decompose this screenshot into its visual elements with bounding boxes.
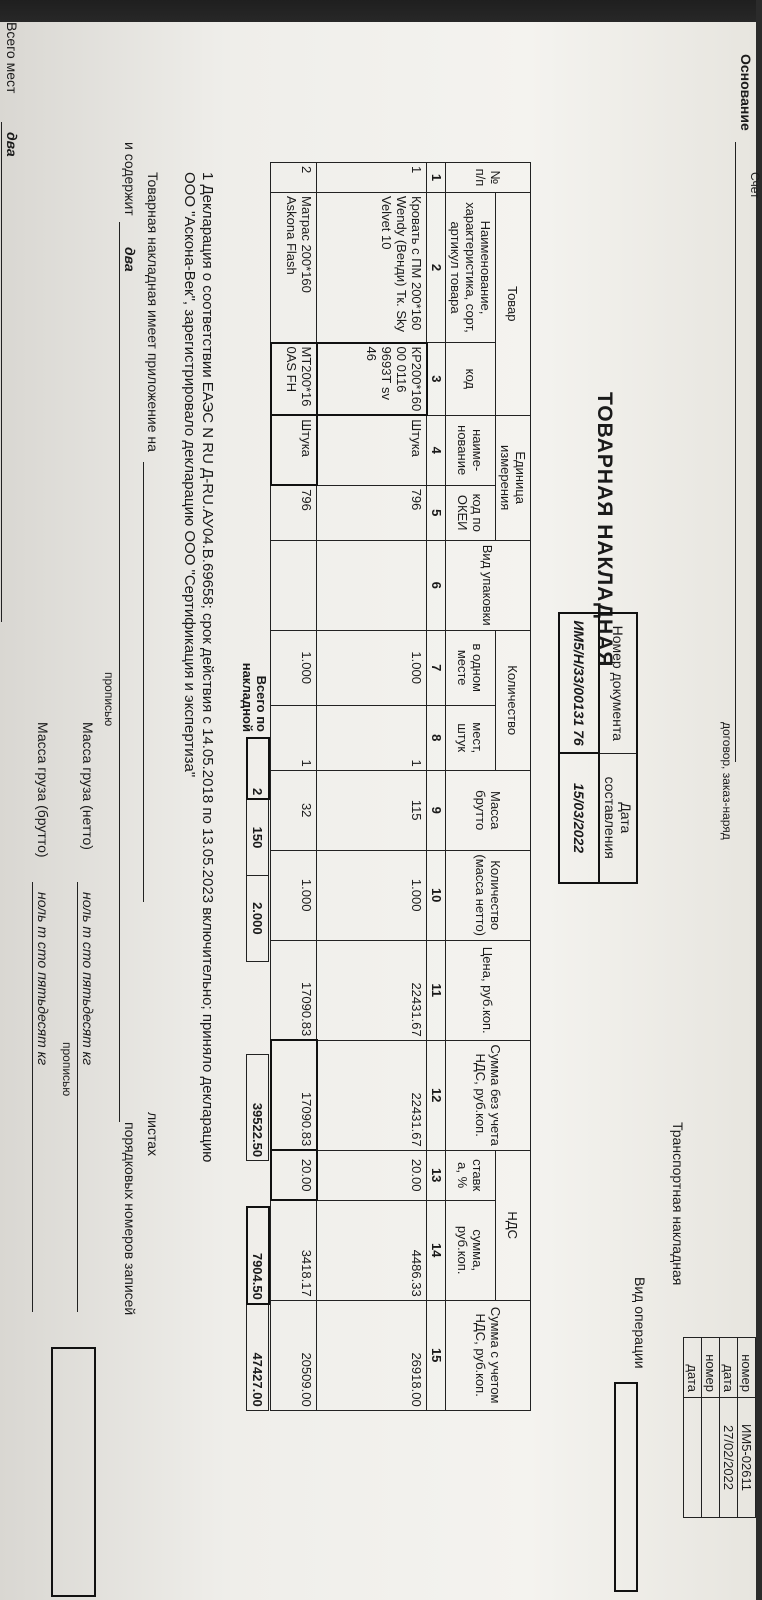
row-code: КР200*160 00 0116 9693Т sv 46 — [317, 343, 427, 416]
col-okei: код по ОКЕИ — [446, 485, 496, 540]
col-number: 2 — [427, 193, 446, 343]
col-number: 11 — [427, 940, 446, 1040]
soderzhit-value: два — [122, 247, 138, 272]
row-netto: 1.000 — [271, 850, 317, 940]
declaration-text: 1 Декларация о соответствии ЕАЭС N RU Д-RU.АУ04.В.69658; срок действия с 14.05.2018 по 13.05.2023 включительно; приняло декларацию ООО "Аскона-Век", зарегистрировало декларацию ООО "Сертификация и экспертиза" — [181, 172, 216, 1163]
doc-date-value: 15/03/2022 — [559, 753, 599, 883]
row-netto: 1.000 — [317, 850, 427, 940]
col-number: 8 — [427, 705, 446, 770]
row-sum: 22431.67 — [317, 1040, 427, 1150]
col-ed: Единица измерения — [496, 415, 531, 540]
poryadk-label: порядковых номеров записей — [122, 1122, 138, 1316]
row-okei: 796 — [271, 485, 317, 540]
row-code: МТ200*16 0AS FH — [271, 343, 317, 416]
propisyu-label: прописью — [102, 672, 116, 727]
row-price: 22431.67 — [317, 940, 427, 1040]
row-rate: 20.00 — [271, 1150, 317, 1200]
vid-operacii-box — [614, 1382, 638, 1592]
col-number: 3 — [427, 343, 446, 416]
transport-table — [683, 1337, 756, 1518]
col-number: 6 — [427, 540, 446, 630]
total-sum: 39522.50 — [247, 1054, 269, 1160]
col-stavka: ставк а, % — [446, 1150, 496, 1200]
col-number: 9 — [427, 770, 446, 850]
total-netto: 2.000 — [247, 875, 269, 961]
massa-brutto-label: Масса груза (брутто) — [35, 722, 51, 858]
col-number: 4 — [427, 415, 446, 485]
column-numbers-row — [427, 163, 446, 1411]
totals-label: Всего по накладной — [240, 662, 269, 732]
col-naim: Наименование, характеристика, сорт, артикул товара — [446, 193, 496, 343]
massa-brutto-line — [32, 882, 33, 1312]
col-number: 12 — [427, 1040, 446, 1150]
schet-label: Счет — [748, 172, 762, 199]
row-vat: 4486.33 — [317, 1200, 427, 1300]
page-title: ТОВАРНАЯ НАКЛАДНАЯ — [593, 392, 616, 668]
nomer-label-2: номер — [702, 1338, 720, 1398]
col-number: 15 — [427, 1300, 446, 1410]
massa-brutto-value: ноль т сто пятьдесят кг — [35, 892, 51, 1066]
totals-table — [246, 737, 270, 1411]
row-unit: Штука — [317, 415, 427, 485]
col-pp: № п/п — [446, 163, 531, 193]
col-brutto: Масса брутто — [446, 770, 531, 850]
row-n: 1 — [317, 163, 427, 193]
table-row — [317, 163, 427, 1411]
col-number: 10 — [427, 850, 446, 940]
appendix-line — [143, 462, 144, 902]
doc-number-table — [558, 612, 638, 884]
vid-operacii-label: Вид операции — [632, 1277, 648, 1369]
row-sum: 17090.83 — [271, 1040, 317, 1150]
transport-block — [683, 1337, 756, 1597]
col-total: Сумма с учетом НДС, руб.коп. — [446, 1300, 531, 1410]
col-vid: Вид упаковки — [446, 540, 531, 630]
listah-label: листах — [145, 1112, 161, 1157]
row-unit: Штука — [271, 415, 317, 485]
col-number: 13 — [427, 1150, 446, 1200]
total-total: 47427.00 — [247, 1304, 269, 1410]
row-total: 26918.00 — [317, 1300, 427, 1410]
soderzhit-label: и содержит — [122, 142, 138, 216]
nomer-value-2 — [702, 1398, 720, 1518]
doc-date-header: Дата составления — [599, 753, 637, 883]
total-empty-2 — [247, 1161, 269, 1208]
col-number: 5 — [427, 485, 446, 540]
vsego-mest-value: два — [4, 132, 20, 157]
soderzhit-line — [119, 222, 120, 1122]
row-name: Матрас 200*160 Askona Flash — [271, 193, 317, 343]
row-n: 2 — [271, 163, 317, 193]
row-pack — [271, 540, 317, 630]
row-in-place: 1.000 — [271, 630, 317, 705]
col-tovar: Товар — [496, 193, 531, 416]
row-in-place: 1.000 — [317, 630, 427, 705]
goods-table — [270, 162, 531, 1411]
col-ed-naim: наиме-нование — [446, 415, 496, 485]
nomer-value: ИМ5-02611 — [738, 1398, 756, 1518]
row-brutto: 32 — [271, 770, 317, 850]
data-label-2: дата — [684, 1338, 702, 1398]
total-vat: 7904.50 — [247, 1207, 269, 1304]
col-odnom: в одном месте — [446, 630, 496, 705]
col-nds: НДС — [496, 1150, 531, 1300]
doc-number-block — [558, 612, 638, 884]
data-value: 27/02/2022 — [720, 1398, 738, 1518]
row-okei: 796 — [317, 485, 427, 540]
vsego-mest-line — [1, 122, 2, 622]
col-sum: Сумма без учета НДС, руб.коп. — [446, 1040, 531, 1150]
osnovanie-label: Основание — [738, 54, 754, 131]
total-places: 2 — [247, 738, 269, 799]
massa-netto-value: ноль т сто пятьдесят кг — [80, 892, 96, 1066]
row-pack — [317, 540, 427, 630]
col-number: 1 — [427, 163, 446, 193]
appendix-label: Товарная накладная имеет приложение на — [145, 172, 161, 452]
osnovanie-line — [735, 142, 736, 762]
col-mest: мест, штук — [446, 705, 496, 770]
row-places: 1 — [317, 705, 427, 770]
propisyu-label-2: прописью — [60, 1042, 74, 1097]
row-name: Кровать с ПМ 200*160 Wendy (Венди) Тк. Sky Velvet 10 — [317, 193, 427, 343]
col-kolvo: Количество — [496, 630, 531, 770]
row-places: 1 — [271, 705, 317, 770]
transport-label: Транспортная накладная — [670, 1122, 686, 1286]
data-value-2 — [684, 1398, 702, 1518]
vsego-mest-label: Всего мест — [4, 22, 20, 94]
row-price: 17090.83 — [271, 940, 317, 1040]
nomer-label: номер — [738, 1338, 756, 1398]
col-price: Цена, руб.коп. — [446, 940, 531, 1040]
massa-netto-label: Масса груза (нетто) — [80, 722, 96, 850]
row-brutto: 115 — [317, 770, 427, 850]
col-kod: код — [446, 343, 496, 416]
col-number: 14 — [427, 1200, 446, 1300]
row-rate: 20.00 — [317, 1150, 427, 1200]
total-brutto: 150 — [247, 799, 269, 875]
total-empty — [247, 961, 269, 1054]
dogovor-label: договор, заказ-наряд — [720, 722, 734, 840]
row-total: 20509.00 — [271, 1300, 317, 1410]
col-netto: Количество (масса нетто) — [446, 850, 531, 940]
col-nds-sum: сумма, руб.коп. — [446, 1200, 496, 1300]
goods-table-wrap — [240, 162, 531, 1411]
massa-netto-line — [77, 882, 78, 1312]
totals-row — [240, 162, 270, 1411]
data-label: дата — [720, 1338, 738, 1398]
row-vat: 3418.17 — [271, 1200, 317, 1300]
col-number: 7 — [427, 630, 446, 705]
table-row — [271, 163, 317, 1411]
massa-netto-box — [51, 1347, 96, 1597]
invoice-page — [0, 22, 762, 1600]
doc-number-value: ИМ5/Н/33/00131 76 — [559, 613, 599, 753]
doc-number-header: Номер документа — [599, 613, 637, 753]
